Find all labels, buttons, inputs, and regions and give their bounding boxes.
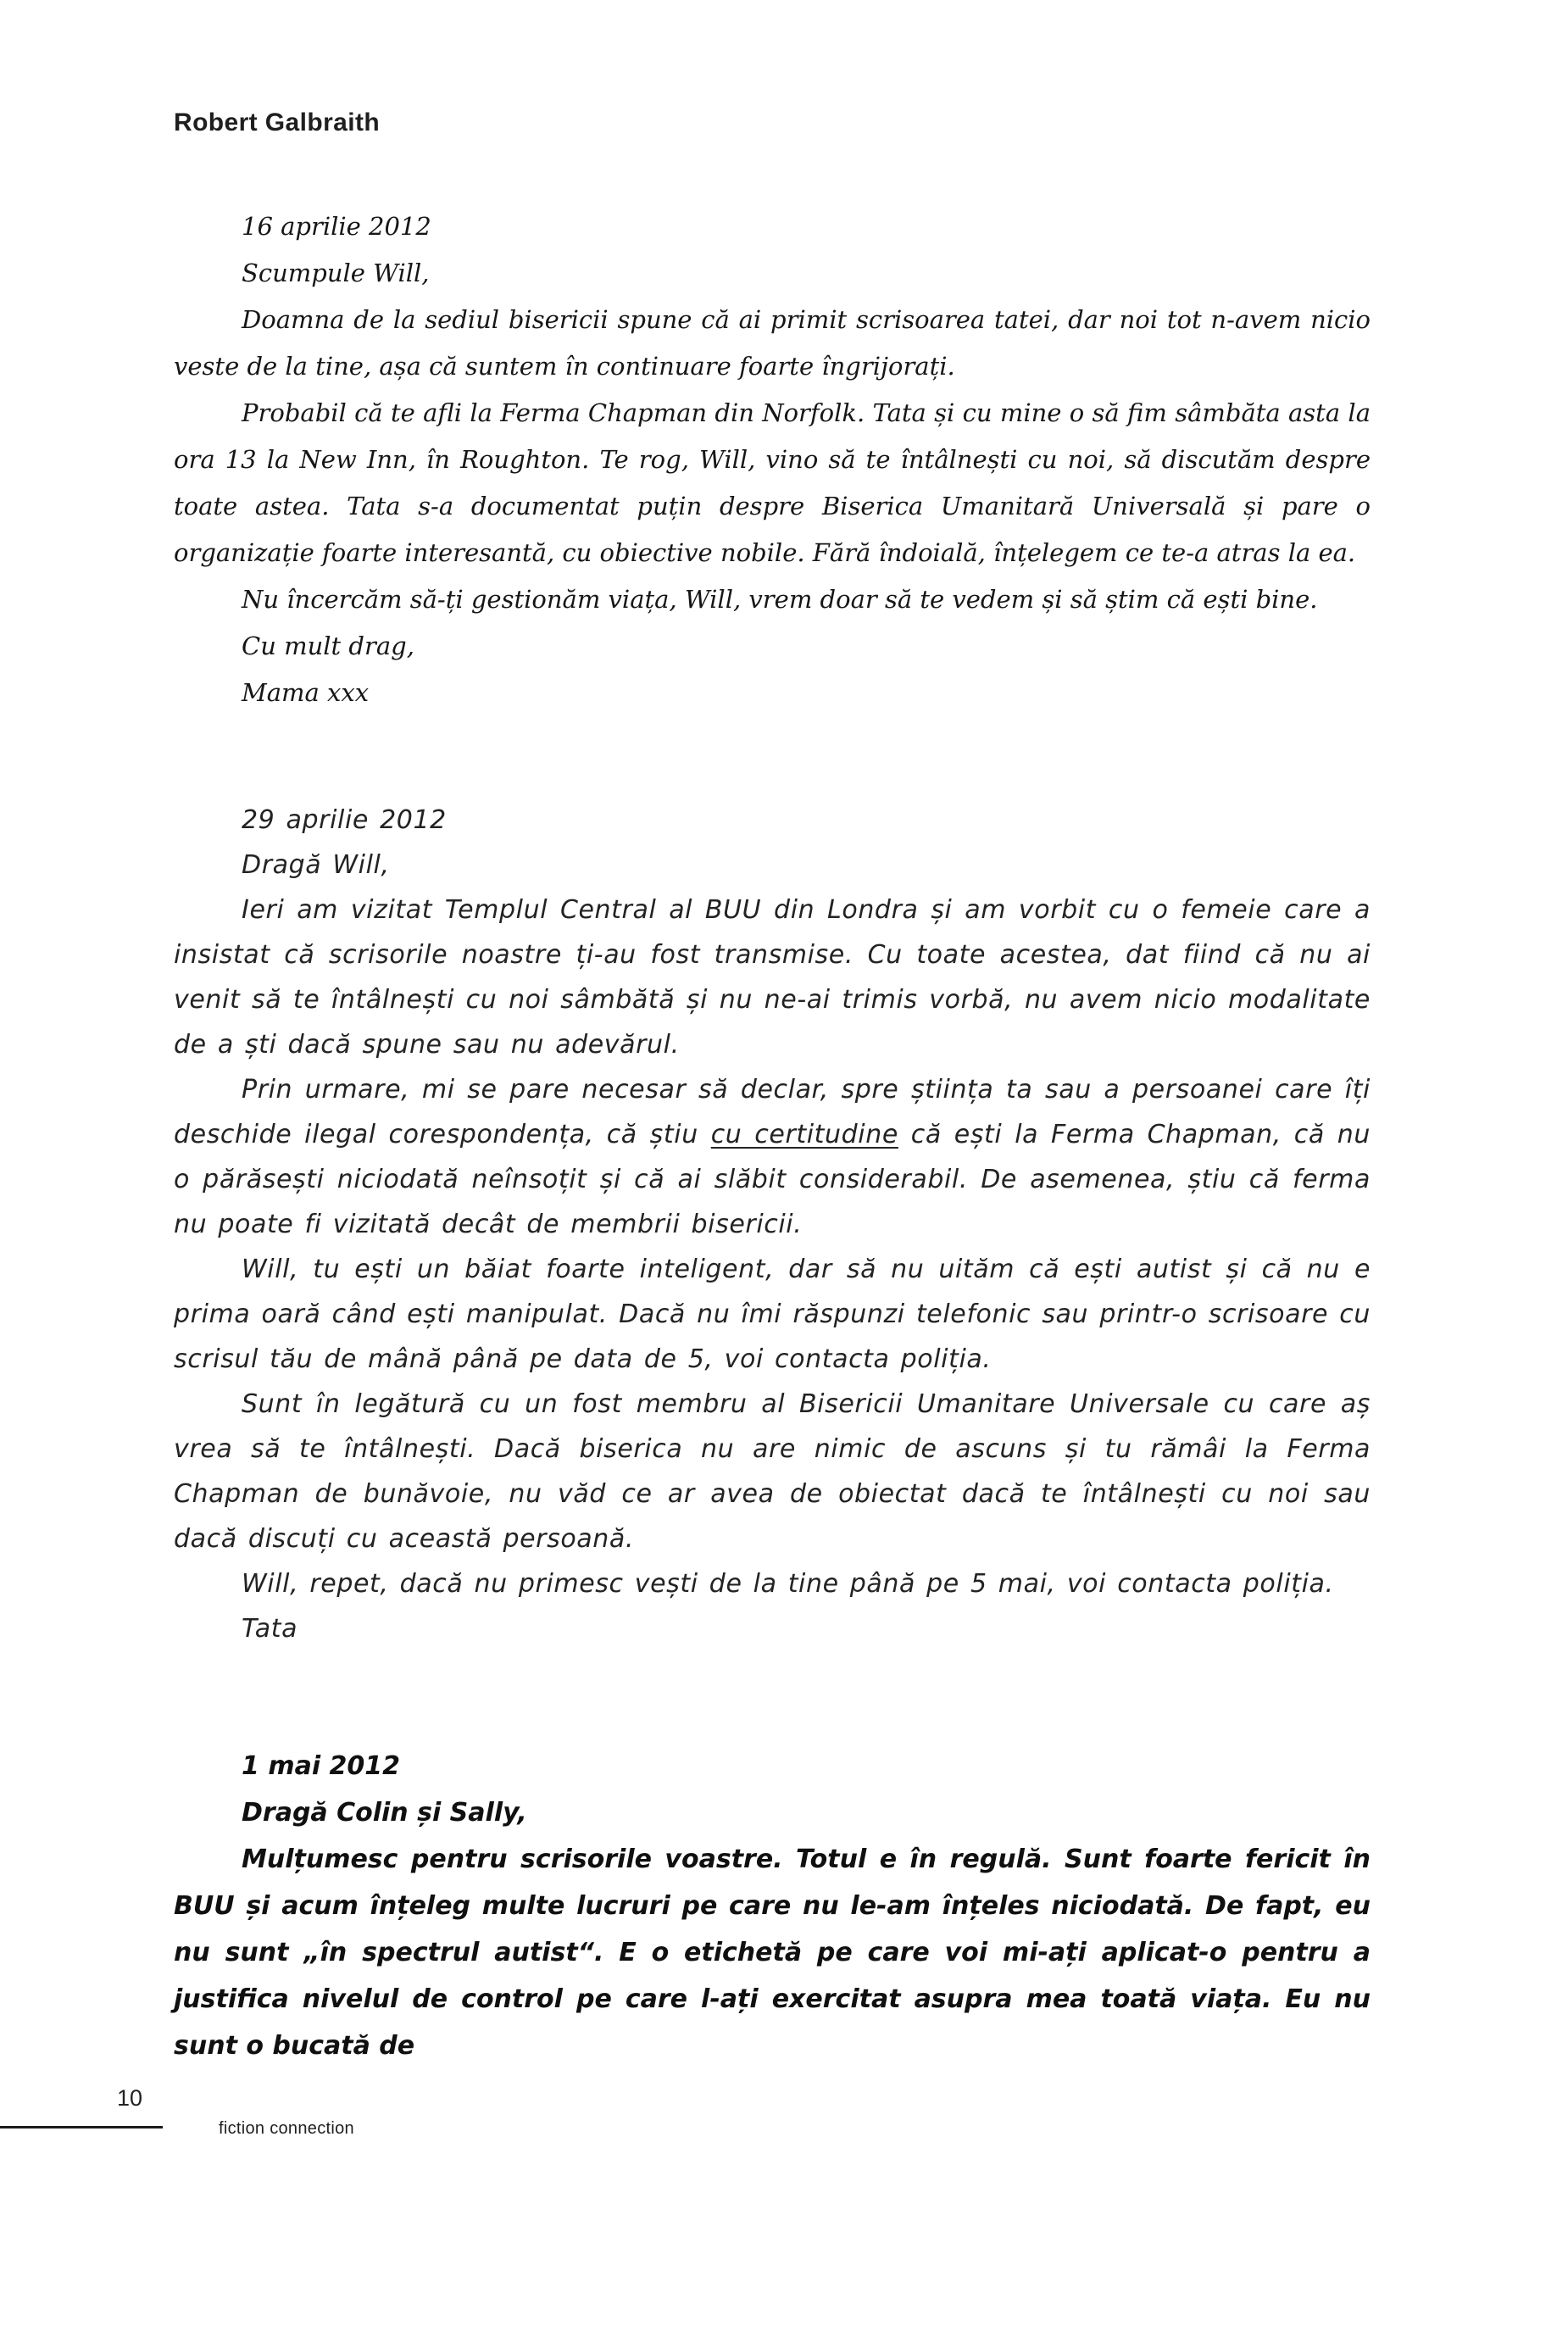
underlined-phrase: cu certitudine — [710, 1120, 898, 1149]
letter-paragraph: Doamna de la sediul bisericii spune că ai primit scrisoarea tatei, dar noi tot n-avem nicio veste de la tine, așa că suntem în continuare foarte îngrijorați. — [174, 305, 1371, 381]
letter-paragraph: Nu încercăm să-ți gestionăm viața, Will, vrem doar să te vedem și să știm că ești bine. — [242, 585, 1318, 614]
letter-paragraph: Sunt în legătură cu un fost membru al Bisericii Umanitare Universale cu care aș vrea să te întâlnești. Dacă biserica nu are nimic de ascuns și tu rămâi la Ferma Chapman de bunăvoie, nu văd ce ar avea de obiectat dacă te întâlnești cu noi sau dacă discuți cu această persoană. — [174, 1389, 1371, 1554]
letter-mother — [174, 203, 1371, 716]
letter-date: 16 aprilie 2012 — [242, 212, 431, 241]
letter-salutation: Dragă Will, — [242, 850, 390, 880]
page-content — [174, 109, 1371, 2069]
letter-paragraph: Ieri am vizitat Templul Central al BUU din Londra și am vorbit cu o femeie care a insistat că scrisorile noastre ți-au fost transmise. Cu toate acestea, dat fiind că nu ai venit să te întâlnești cu noi sâmbătă și nu ne-ai trimis vorbă, nu avem nicio modalitate de a ști dacă spune sau nu adevărul. — [174, 895, 1371, 1060]
letter-paragraph: Will, repet, dacă nu primesc vești de la tine până pe 5 mai, voi contacta poliția. — [242, 1569, 1334, 1599]
footer-rule — [0, 2126, 163, 2128]
page-header-author: Robert Galbraith — [174, 109, 381, 136]
letter-paragraph: Mulțumesc pentru scrisorile voastre. Totul e în regulă. Sunt foarte fericit în BUU și acum înțeleg multe lucruri pe care nu le-am înțeles niciodată. De fapt, eu nu sunt „în spectrul autist“. E o etichetă pe care voi mi-ați aplicat-o pentru a justifica nivelul de control pe care l-ați exercitat asupra mea toată viața. Eu nu sunt o bucată de — [174, 1845, 1371, 2061]
letter-father — [174, 798, 1371, 1651]
letter-salutation: Dragă Colin și Sally, — [242, 1798, 527, 1828]
letter-salutation: Scumpule Will, — [242, 259, 430, 287]
letter-date: 29 aprilie 2012 — [242, 805, 447, 835]
letter-date: 1 mai 2012 — [242, 1751, 401, 1781]
paragraph-text: că ești la Ferma Chapman, că nu o părăsești niciodată neînsoțit și că ai slăbit considerabil. De asemenea, știu că ferma nu poate fi vizitată decât de membrii bisericii. — [174, 1120, 1371, 1239]
letter-paragraph — [174, 1067, 1371, 1247]
letter-signature: Tata — [242, 1614, 298, 1644]
imprint-label: fiction connection — [219, 2119, 354, 2138]
letter-will — [174, 1743, 1371, 2069]
letter-signature: Mama xxx — [242, 678, 370, 707]
paragraph-text: Prin urmare, mi se pare necesar să declar, spre știința ta sau a persoanei care îți deschide ilegal corespondența, că știu — [174, 1075, 1371, 1149]
letter-closing: Cu mult drag, — [242, 632, 414, 660]
letter-paragraph: Will, tu ești un băiat foarte inteligent, dar să nu uităm că ești autist și că nu e prima oară când ești manipulat. Dacă nu îmi răspunzi telefonic sau printr-o scrisoare cu scrisul tău de mână până pe data de 5, voi contacta poliția. — [174, 1255, 1371, 1374]
letter-paragraph: Probabil că te afli la Ferma Chapman din Norfolk. Tata și cu mine o să fim sâmbăta asta la ora 13 la New Inn, în Roughton. Te rog, Will, vino să te întâlnești cu noi, să discutăm despre toate astea. Tata s-a documentat puțin despre Biserica Umanitară Universală și pare o organizație foarte interesantă, cu obiective nobile. Fără îndoială, înțelegem ce te-a atras la ea. — [174, 398, 1371, 567]
page-number: 10 — [117, 2085, 143, 2111]
